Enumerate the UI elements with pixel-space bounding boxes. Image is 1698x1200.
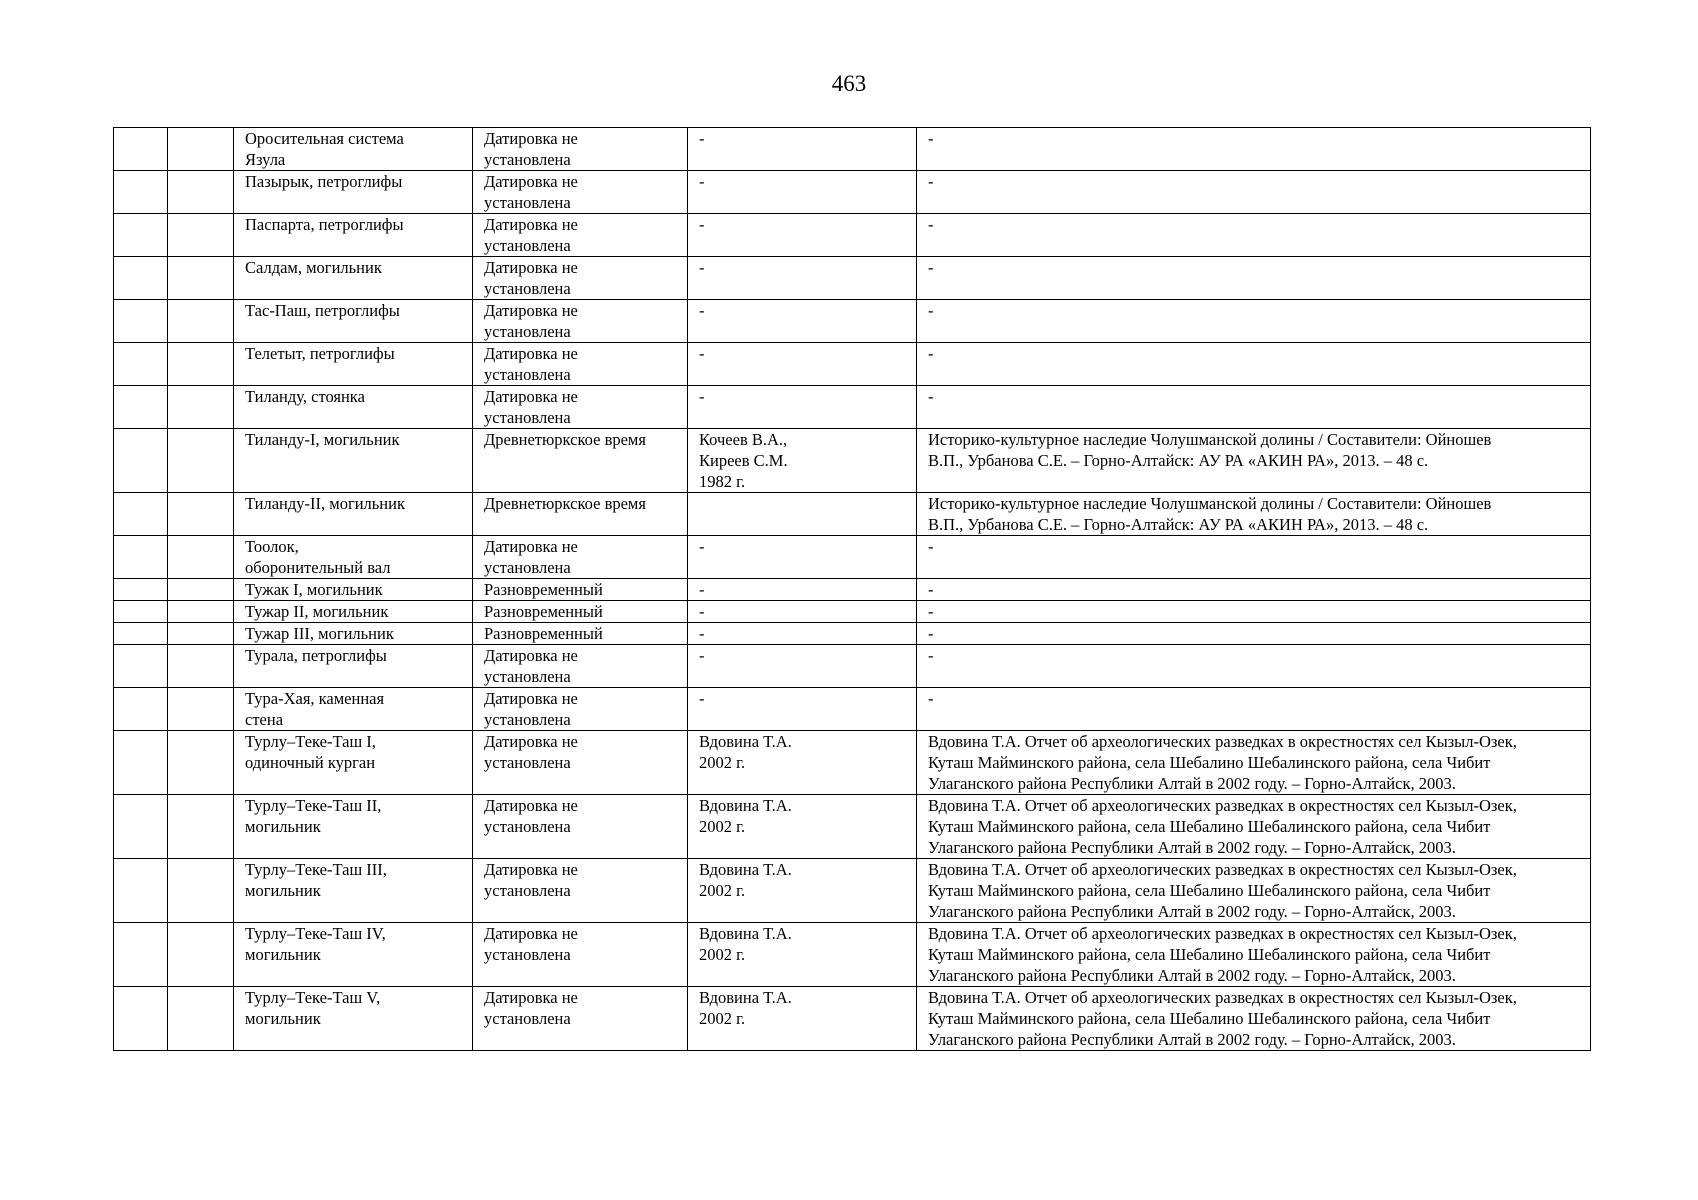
author-cell-text: - [699, 646, 705, 665]
site-name-cell [234, 214, 473, 257]
table-row [114, 214, 1591, 257]
site-name-cell-text: Турлу–Теке-Таш III, могильник [245, 860, 387, 900]
number-cell [114, 536, 168, 579]
source-cell [917, 128, 1591, 171]
source-cell-text: - [928, 689, 934, 708]
source-cell-text: - [928, 580, 934, 599]
author-cell [688, 623, 917, 645]
number-cell [114, 386, 168, 429]
source-cell-text: - [928, 172, 934, 191]
table-row [114, 688, 1591, 731]
number-cell [114, 645, 168, 688]
author-cell-text: - [699, 344, 705, 363]
author-cell [688, 171, 917, 214]
site-name-cell [234, 731, 473, 795]
author-cell [688, 536, 917, 579]
dating-cell [473, 214, 688, 257]
table-row [114, 795, 1591, 859]
author-cell-text: - [699, 387, 705, 406]
source-cell [917, 579, 1591, 601]
number-cell [114, 923, 168, 987]
dating-cell [473, 128, 688, 171]
number-cell [114, 214, 168, 257]
site-name-cell [234, 923, 473, 987]
heritage-sites-table [113, 127, 1591, 1051]
source-cell [917, 300, 1591, 343]
author-cell [688, 128, 917, 171]
number-cell [114, 623, 168, 645]
author-cell-text: Кочеев В.А., Киреев С.М. 1982 г. [699, 430, 788, 491]
author-cell [688, 257, 917, 300]
source-cell-text: - [928, 344, 934, 363]
table-row [114, 579, 1591, 601]
source-cell-text: - [928, 646, 934, 665]
site-name-cell [234, 645, 473, 688]
source-cell-text: - [928, 624, 934, 643]
author-cell-text: - [699, 580, 705, 599]
code-cell [168, 645, 234, 688]
dating-cell-text: Разновременный [484, 580, 603, 599]
number-cell [114, 688, 168, 731]
code-cell [168, 536, 234, 579]
source-cell [917, 859, 1591, 923]
site-name-cell-text: Салдам, могильник [245, 258, 382, 277]
table-row [114, 536, 1591, 579]
source-cell-text: - [928, 129, 934, 148]
author-cell-text: Вдовина Т.А. 2002 г. [699, 988, 792, 1028]
source-cell-text: - [928, 215, 934, 234]
source-cell [917, 731, 1591, 795]
site-name-cell [234, 688, 473, 731]
number-cell [114, 795, 168, 859]
dating-cell-text: Датировка не установлена [484, 646, 578, 686]
dating-cell-text: Датировка не установлена [484, 732, 578, 772]
table-row [114, 987, 1591, 1051]
number-cell [114, 343, 168, 386]
code-cell [168, 601, 234, 623]
source-cell-text: - [928, 387, 934, 406]
source-cell [917, 795, 1591, 859]
code-cell [168, 171, 234, 214]
site-name-cell [234, 493, 473, 536]
dating-cell-text: Датировка не установлена [484, 537, 578, 577]
source-cell [917, 257, 1591, 300]
site-name-cell [234, 623, 473, 645]
code-cell [168, 257, 234, 300]
source-cell-text: Вдовина Т.А. Отчет об археологических разведках в окрестностях сел Кызыл-Озек, Куташ Майминского района, села Шебалино Шебалинского района, села Чибит Улаганского района Республики Алтай в 2002 году. – Горно-Алтайск, 2003. [928, 796, 1517, 857]
site-name-cell-text: Турлу–Теке-Таш II, могильник [245, 796, 382, 836]
site-name-cell-text: Тоолок, оборонительный вал [245, 537, 391, 577]
table-row [114, 623, 1591, 645]
source-cell-text: Вдовина Т.А. Отчет об археологических разведках в окрестностях сел Кызыл-Озек, Куташ Майминского района, села Шебалино Шебалинского района, села Чибит Улаганского района Республики Алтай в 2002 году. – Горно-Алтайск, 2003. [928, 860, 1517, 921]
dating-cell-text: Датировка не установлена [484, 172, 578, 212]
site-name-cell [234, 601, 473, 623]
number-cell [114, 300, 168, 343]
code-cell [168, 128, 234, 171]
site-name-cell-text: Турлу–Теке-Таш V, могильник [245, 988, 381, 1028]
author-cell-text: - [699, 624, 705, 643]
table-row [114, 645, 1591, 688]
source-cell-text: - [928, 301, 934, 320]
author-cell [688, 386, 917, 429]
author-cell-text: Вдовина Т.А. 2002 г. [699, 924, 792, 964]
table-row [114, 429, 1591, 493]
source-cell-text: - [928, 602, 934, 621]
table-row [114, 257, 1591, 300]
number-cell [114, 987, 168, 1051]
source-cell [917, 429, 1591, 493]
table-row [114, 386, 1591, 429]
source-cell-text: Историко-культурное наследие Чолушманской долины / Составители: Ойношев В.П., Урбанова С.Е. – Горно-Алтайск: АУ РА «АКИН РА», 2013. – 48 с. [928, 494, 1492, 534]
code-cell [168, 859, 234, 923]
author-cell [688, 214, 917, 257]
number-cell [114, 731, 168, 795]
source-cell-text: Вдовина Т.А. Отчет об археологических разведках в окрестностях сел Кызыл-Озек, Куташ Майминского района, села Шебалино Шебалинского района, села Чибит Улаганского района Республики Алтай в 2002 году. – Горно-Алтайск, 2003. [928, 988, 1517, 1049]
dating-cell-text: Датировка не установлена [484, 344, 578, 384]
dating-cell-text: Разновременный [484, 624, 603, 643]
table-row [114, 923, 1591, 987]
site-name-cell-text: Тиланду-II, могильник [245, 494, 405, 513]
table-row [114, 601, 1591, 623]
code-cell [168, 493, 234, 536]
author-cell [688, 688, 917, 731]
site-name-cell [234, 536, 473, 579]
site-name-cell [234, 987, 473, 1051]
number-cell [114, 579, 168, 601]
source-cell [917, 601, 1591, 623]
dating-cell-text: Датировка не установлена [484, 301, 578, 341]
author-cell [688, 987, 917, 1051]
dating-cell [473, 795, 688, 859]
site-name-cell [234, 128, 473, 171]
source-cell-text: - [928, 258, 934, 277]
dating-cell [473, 987, 688, 1051]
dating-cell [473, 645, 688, 688]
source-cell [917, 536, 1591, 579]
source-cell [917, 343, 1591, 386]
code-cell [168, 623, 234, 645]
author-cell [688, 579, 917, 601]
table-row [114, 731, 1591, 795]
table-row [114, 493, 1591, 536]
author-cell-text: Вдовина Т.А. 2002 г. [699, 860, 792, 900]
table-row [114, 128, 1591, 171]
source-cell [917, 623, 1591, 645]
site-name-cell [234, 429, 473, 493]
dating-cell [473, 257, 688, 300]
site-name-cell-text: Пазырык, петроглифы [245, 172, 403, 191]
source-cell-text: - [928, 537, 934, 556]
code-cell [168, 429, 234, 493]
dating-cell-text: Датировка не установлена [484, 129, 578, 169]
author-cell [688, 601, 917, 623]
site-name-cell-text: Тура-Хая, каменная стена [245, 689, 385, 729]
author-cell [688, 731, 917, 795]
site-name-cell-text: Тужар II, могильник [245, 602, 389, 621]
site-name-cell [234, 386, 473, 429]
dating-cell-text: Датировка не установлена [484, 860, 578, 900]
site-name-cell [234, 579, 473, 601]
dating-cell [473, 429, 688, 493]
dating-cell [473, 859, 688, 923]
site-name-cell [234, 171, 473, 214]
source-cell [917, 171, 1591, 214]
number-cell [114, 128, 168, 171]
code-cell [168, 343, 234, 386]
site-name-cell-text: Телетыт, петроглифы [245, 344, 395, 363]
site-name-cell-text: Турала, петроглифы [245, 646, 387, 665]
author-cell-text: Вдовина Т.А. 2002 г. [699, 732, 792, 772]
site-name-cell [234, 795, 473, 859]
code-cell [168, 386, 234, 429]
site-name-cell-text: Тужар III, могильник [245, 624, 394, 643]
source-cell-text: Вдовина Т.А. Отчет об археологических разведках в окрестностях сел Кызыл-Озек, Куташ Майминского района, села Шебалино Шебалинского района, села Чибит Улаганского района Республики Алтай в 2002 году. – Горно-Алтайск, 2003. [928, 732, 1517, 793]
site-name-cell-text: Тас-Паш, петроглифы [245, 301, 400, 320]
author-cell-text: - [699, 602, 705, 621]
code-cell [168, 300, 234, 343]
site-name-cell-text: Оросительная система Язула [245, 129, 404, 169]
site-name-cell [234, 343, 473, 386]
code-cell [168, 688, 234, 731]
author-cell [688, 645, 917, 688]
author-cell-text: - [699, 689, 705, 708]
dating-cell [473, 688, 688, 731]
dating-cell-text: Датировка не установлена [484, 258, 578, 298]
site-name-cell-text: Турлу–Теке-Таш IV, могильник [245, 924, 386, 964]
site-name-cell [234, 300, 473, 343]
dating-cell [473, 923, 688, 987]
code-cell [168, 579, 234, 601]
site-name-cell-text: Тужак I, могильник [245, 580, 383, 599]
number-cell [114, 859, 168, 923]
source-cell [917, 923, 1591, 987]
code-cell [168, 795, 234, 859]
page-number: 463 [831, 71, 867, 96]
dating-cell [473, 731, 688, 795]
source-cell-text: Вдовина Т.А. Отчет об археологических разведках в окрестностях сел Кызыл-Озек, Куташ Майминского района, села Шебалино Шебалинского района, села Чибит Улаганского района Республики Алтай в 2002 году. – Горно-Алтайск, 2003. [928, 924, 1517, 985]
author-cell [688, 343, 917, 386]
dating-cell-text: Датировка не установлена [484, 689, 578, 729]
author-cell [688, 795, 917, 859]
source-cell [917, 987, 1591, 1051]
code-cell [168, 987, 234, 1051]
source-cell [917, 688, 1591, 731]
source-cell [917, 645, 1591, 688]
source-cell-text: Историко-культурное наследие Чолушманской долины / Составители: Ойношев В.П., Урбанова С.Е. – Горно-Алтайск: АУ РА «АКИН РА», 2013. – 48 с. [928, 430, 1492, 470]
author-cell-text: - [699, 301, 705, 320]
number-cell [114, 429, 168, 493]
table-row [114, 343, 1591, 386]
dating-cell [473, 623, 688, 645]
number-cell [114, 257, 168, 300]
dating-cell [473, 493, 688, 536]
source-cell [917, 386, 1591, 429]
dating-cell [473, 536, 688, 579]
dating-cell-text: Датировка не установлена [484, 924, 578, 964]
dating-cell [473, 300, 688, 343]
author-cell-text: Вдовина Т.А. 2002 г. [699, 796, 792, 836]
author-cell-text: - [699, 215, 705, 234]
table-body [114, 128, 1591, 1051]
number-cell [114, 601, 168, 623]
site-name-cell-text: Тиланду-I, могильник [245, 430, 400, 449]
dating-cell [473, 601, 688, 623]
dating-cell-text: Датировка не установлена [484, 215, 578, 255]
dating-cell-text: Древнетюркское время [484, 494, 646, 513]
site-name-cell-text: Паспарта, петроглифы [245, 215, 404, 234]
table-row [114, 171, 1591, 214]
dating-cell-text: Датировка не установлена [484, 796, 578, 836]
site-name-cell [234, 257, 473, 300]
dating-cell-text: Древнетюркское время [484, 430, 646, 449]
table-row [114, 859, 1591, 923]
author-cell-text: - [699, 129, 705, 148]
site-name-cell-text: Турлу–Теке-Таш I, одиночный курган [245, 732, 376, 772]
source-cell [917, 214, 1591, 257]
author-cell-text: - [699, 172, 705, 191]
code-cell [168, 731, 234, 795]
dating-cell-text: Датировка не установлена [484, 988, 578, 1028]
author-cell [688, 859, 917, 923]
author-cell-text: - [699, 258, 705, 277]
site-name-cell-text: Тиланду, стоянка [245, 387, 365, 406]
dating-cell [473, 386, 688, 429]
dating-cell [473, 171, 688, 214]
dating-cell-text: Датировка не установлена [484, 387, 578, 427]
source-cell [917, 493, 1591, 536]
dating-cell [473, 343, 688, 386]
table-row [114, 300, 1591, 343]
author-cell [688, 300, 917, 343]
number-cell [114, 171, 168, 214]
author-cell [688, 493, 917, 536]
code-cell [168, 923, 234, 987]
author-cell [688, 429, 917, 493]
dating-cell-text: Разновременный [484, 602, 603, 621]
author-cell [688, 923, 917, 987]
number-cell [114, 493, 168, 536]
code-cell [168, 214, 234, 257]
dating-cell [473, 579, 688, 601]
author-cell-text: - [699, 537, 705, 556]
site-name-cell [234, 859, 473, 923]
